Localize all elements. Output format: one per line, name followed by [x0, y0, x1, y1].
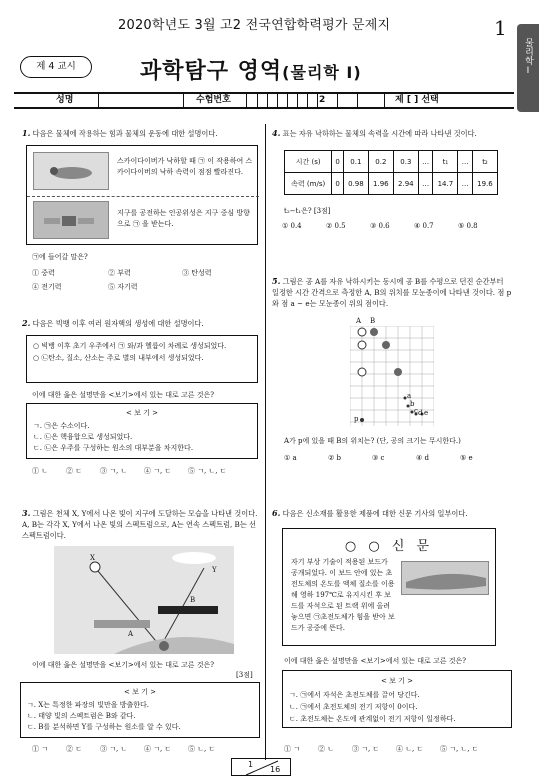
- q2-ask: 이에 대한 옳은 설명만을 <보기>에서 있는 대로 고른 것은?: [32, 391, 215, 399]
- q2-bogi-1: ㄱ. ㉠은 수소이다.: [33, 422, 90, 430]
- q4-time-cell: …: [418, 151, 433, 173]
- q1-ask: ㉠에 들어갈 말은?: [32, 253, 88, 261]
- q6-news-title: ○ ○ 신 문: [344, 539, 434, 554]
- q1-stem-text: 다음은 물체에 작용하는 힘과 물체의 운동에 대한 설명이다.: [32, 129, 218, 138]
- q3-label-b: B: [190, 596, 196, 604]
- q3-bogi-head: < 보 기 >: [124, 688, 156, 696]
- skydiver-icon: [34, 153, 110, 191]
- q4-stem-text: 표는 자유 낙하하는 물체의 속력을 시간에 따라 나타낸 것이다.: [282, 129, 477, 138]
- q3-ask: 이에 대한 옳은 설명만을 <보기>에서 있는 대로 고른 것은?: [32, 661, 215, 669]
- select-label: 제 [ ] 선택: [384, 94, 464, 107]
- q3-bogi: [20, 682, 260, 738]
- q5-point-a: a: [407, 392, 412, 400]
- q4-row-time: [285, 151, 498, 173]
- q3-bogi-1: ㄱ. X는 특정한 파장의 빛만을 방출한다.: [27, 701, 149, 709]
- hoverboard-icon: [402, 562, 490, 596]
- q4-speed-cell: 0.98: [343, 173, 368, 195]
- q3-sky-diagram: [54, 546, 234, 654]
- q5-point-c: c: [414, 407, 418, 415]
- q6-bogi-head: < 보 기 >: [381, 677, 413, 685]
- q2-choice-2[interactable]: ② ㄷ: [66, 467, 82, 475]
- main-title-text: 과학탐구 영역: [140, 59, 283, 84]
- q5-point-b: b: [410, 400, 415, 408]
- q4-speed-label: 속력 (m/s): [285, 173, 332, 195]
- q3-label-a: A: [128, 630, 134, 638]
- q5-choice-1[interactable]: ① a: [284, 454, 297, 462]
- main-subtitle: (물리학 Ⅰ): [282, 63, 362, 82]
- q5-stem: [272, 276, 512, 309]
- q5-choice-4[interactable]: ④ d: [416, 454, 429, 462]
- q4-choice-3[interactable]: ③ 0.6: [370, 222, 390, 230]
- q6-choice-1[interactable]: ① ㄱ: [284, 745, 300, 753]
- q6-stem-text: 다음은 신소재를 활용한 제품에 대한 신문 기사의 일부이다.: [282, 509, 468, 518]
- q1-choice-1[interactable]: ① 중력: [32, 269, 55, 277]
- exam-header-title: 2020학년도 3월 고2 전국연합학력평가 문제지: [118, 18, 391, 33]
- footer-total: 16: [270, 765, 281, 774]
- q5-choice-2[interactable]: ② b: [328, 454, 341, 462]
- q5-number: 5.: [272, 276, 281, 286]
- skydiver-image: [33, 152, 109, 190]
- page-number: 1: [494, 16, 507, 40]
- exam-no-digit: 2: [319, 95, 326, 105]
- q4-time-cell: 0: [332, 151, 343, 173]
- q4-speed-cell: 14.7: [433, 173, 458, 195]
- q5-label-p: p: [354, 415, 359, 423]
- footer-page: 1: [248, 760, 254, 769]
- q2-box-line1: ○ 빅뱅 이후 초기 우주에서 ㉠ 와/과 헬륨이 차례로 생성되었다.: [33, 342, 227, 350]
- q1-choice-4[interactable]: ④ 전기력: [32, 283, 62, 291]
- q6-bogi-2: ㄴ. ㉠에서 초전도체의 전기 저항이 0이다.: [289, 703, 418, 711]
- satellite-icon: [34, 202, 110, 240]
- q3-figure: [54, 546, 234, 654]
- q2-number: 2.: [22, 318, 31, 328]
- q2-choice-4[interactable]: ④ ㄱ, ㄷ: [144, 467, 172, 475]
- column-divider: [265, 124, 266, 760]
- q6-bogi-1: ㄱ. ㉠에서 자석은 초전도체를 끌어 당긴다.: [289, 691, 420, 699]
- q3-bogi-2: ㄴ. 태양 빛의 스펙트럼은 B와 같다.: [27, 712, 136, 720]
- q6-bogi: [282, 670, 512, 728]
- q4-time-cell: 0.3: [393, 151, 418, 173]
- q6-news-body: 자기 부상 기술이 적용된 보드가 공개되었다. 이 보드 안에 있는 초전도체의 온도를 액체 질소를 이용해 영하 197℃로 유지시킨 후 보드를 자석으로 된 트랙 위에 올려놓으면 ㉠초전도체가 힘을 받아 보드가 공중에 뜬다.: [291, 558, 395, 632]
- q3-choice-5[interactable]: ⑤ ㄴ, ㄷ: [188, 745, 216, 753]
- q4-row-speed: [285, 173, 498, 195]
- exam-no-field[interactable]: [246, 94, 376, 107]
- q3-choice-2[interactable]: ② ㄷ: [66, 745, 82, 753]
- q5-point-e: e: [424, 409, 429, 417]
- q2-bogi-head: < 보 기 >: [126, 409, 158, 417]
- q5-choice-3[interactable]: ③ c: [372, 454, 385, 462]
- q3-label-x: X: [90, 554, 95, 562]
- q4-speed-cell: …: [458, 173, 473, 195]
- side-tab-label: 물리학: [523, 38, 533, 65]
- q4-speed-cell: 0: [332, 173, 343, 195]
- q5-grid: [350, 317, 434, 426]
- q4-speed-cell: 19.6: [472, 173, 497, 195]
- q6-choice-2[interactable]: ② ㄴ: [318, 745, 334, 753]
- q3-score: [3점]: [236, 671, 253, 679]
- q3-bogi-3: ㄷ. B를 분석하면 Y를 구성하는 원소를 알 수 있다.: [27, 723, 181, 731]
- q4-number: 4.: [272, 128, 281, 138]
- q3-choice-3[interactable]: ③ ㄱ, ㄴ: [100, 745, 128, 753]
- q6-ask: 이에 대한 옳은 설명만을 <보기>에서 있는 대로 고른 것은?: [284, 657, 467, 665]
- q2-stem: [22, 318, 258, 329]
- q1-choice-2[interactable]: ② 부력: [108, 269, 131, 277]
- q1-box: [26, 145, 258, 245]
- q2-choice-1[interactable]: ① ㄴ: [32, 467, 48, 475]
- q5-label-a: A: [356, 317, 362, 325]
- q2-bogi-3: ㄷ. ㉡은 우주를 구성하는 원소의 대부분을 차지한다.: [33, 444, 194, 452]
- q3-choice-1[interactable]: ① ㄱ: [32, 745, 48, 753]
- q3-stem-text: 그림은 천체 X, Y에서 나온 빛이 지구에 도달하는 모습을 나타낸 것이다. A, B는 각각 X, Y에서 나온 빛의 스펙트럼으로, A는 연속 스펙트럼, B는 선 스펙트럼이다.: [22, 509, 258, 540]
- q1-row1: 스카이다이버가 낙하할 때 ㉠ 이 작용하여 스카이다이버의 낙하 속력이 점점 빨라진다.: [117, 157, 253, 176]
- q4-stem: [272, 128, 508, 139]
- q1-choice-3[interactable]: ③ 탄성력: [182, 269, 212, 277]
- name-field[interactable]: [98, 94, 184, 107]
- q1-stem: [22, 128, 258, 139]
- q4-time-label: 시간 (s): [285, 151, 332, 173]
- q6-number: 6.: [272, 508, 281, 518]
- q2-box: [26, 335, 258, 383]
- q2-bogi: [26, 403, 258, 459]
- q5-choice-5[interactable]: ⑤ e: [460, 454, 473, 462]
- q4-choice-2[interactable]: ② 0.5: [326, 222, 346, 230]
- exam-no-label: 수험번호: [196, 95, 231, 105]
- main-title: [140, 54, 362, 85]
- q4-time-cell: t₂: [472, 151, 497, 173]
- q6-choice-4[interactable]: ④ ㄴ, ㄷ: [396, 745, 424, 753]
- q2-bogi-2: ㄴ. ㉡은 핵융합으로 생성되었다.: [33, 433, 133, 441]
- name-label: 성명: [56, 95, 74, 105]
- q6-stem: [272, 508, 512, 519]
- q5-stem-text: 그림은 공 A를 자유 낙하시키는 동시에 공 B를 수평으로 던진 순간부터 일정한 시간 간격으로 측정한 A, B의 위치를 모눈종이에 나타낸 것이다. 점 p와 점 a ~ e는 모눈종이 위의 점이다.: [272, 277, 512, 308]
- q4-time-cell: …: [458, 151, 473, 173]
- session-badge: 제 4 교시: [20, 56, 92, 78]
- q2-stem-text: 다음은 빅뱅 이후 여러 원자핵의 생성에 대한 설명이다.: [32, 319, 204, 328]
- q6-choice-5[interactable]: ⑤ ㄱ, ㄴ, ㄷ: [440, 745, 479, 753]
- q5-ask: A가 p에 있을 때 B의 위치는? (단, 공의 크기는 무시한다.): [284, 437, 461, 445]
- q4-choice-1[interactable]: ① 0.4: [282, 222, 302, 230]
- q4-speed-cell: 2.94: [393, 173, 418, 195]
- q4-ask: t₂−t₁은? [3점]: [284, 207, 331, 215]
- q4-choice-5[interactable]: ⑤ 0.8: [458, 222, 478, 230]
- page-footer: [231, 758, 291, 776]
- q6-bogi-3: ㄷ. 초전도체는 온도에 관계없이 전기 저항이 일정하다.: [289, 715, 456, 723]
- q4-table: [284, 150, 498, 195]
- satellite-image: [33, 201, 109, 239]
- q4-time-cell: t₁: [433, 151, 458, 173]
- q2-choice-3[interactable]: ③ ㄱ, ㄴ: [100, 467, 128, 475]
- q3-choice-4[interactable]: ④ ㄱ, ㄷ: [144, 745, 172, 753]
- subject-side-tab: [517, 24, 539, 112]
- q1-number: 1.: [22, 128, 31, 138]
- q3-number: 3.: [22, 508, 31, 518]
- q4-speed-cell: 1.96: [368, 173, 393, 195]
- side-tab-roman: Ⅰ: [526, 66, 530, 76]
- q5-point-d: d: [418, 409, 423, 417]
- q4-choice-4[interactable]: ④ 0.7: [414, 222, 434, 230]
- q5-label-b: B: [370, 317, 376, 325]
- q4-time-cell: 0.1: [343, 151, 368, 173]
- q1-choice-5[interactable]: ⑤ 자기력: [108, 283, 138, 291]
- q3-stem: [22, 508, 258, 541]
- q6-choice-3[interactable]: ③ ㄱ, ㄷ: [352, 745, 380, 753]
- q2-choice-5[interactable]: ⑤ ㄱ, ㄴ, ㄷ: [188, 467, 227, 475]
- info-bar: [14, 92, 514, 109]
- q2-box-line2: ○ ㉡탄소, 질소, 산소는 주로 별의 내부에서 생성되었다.: [33, 354, 204, 362]
- hoverboard-image: [401, 561, 489, 595]
- q3-label-y: Y: [212, 566, 217, 574]
- q6-news: [282, 528, 496, 646]
- q4-speed-cell: …: [418, 173, 433, 195]
- q1-row2: 지구를 공전하는 인공위성은 지구 중심 방향으로 ㉠ 을 받는다.: [117, 209, 250, 228]
- q4-time-cell: 0.2: [368, 151, 393, 173]
